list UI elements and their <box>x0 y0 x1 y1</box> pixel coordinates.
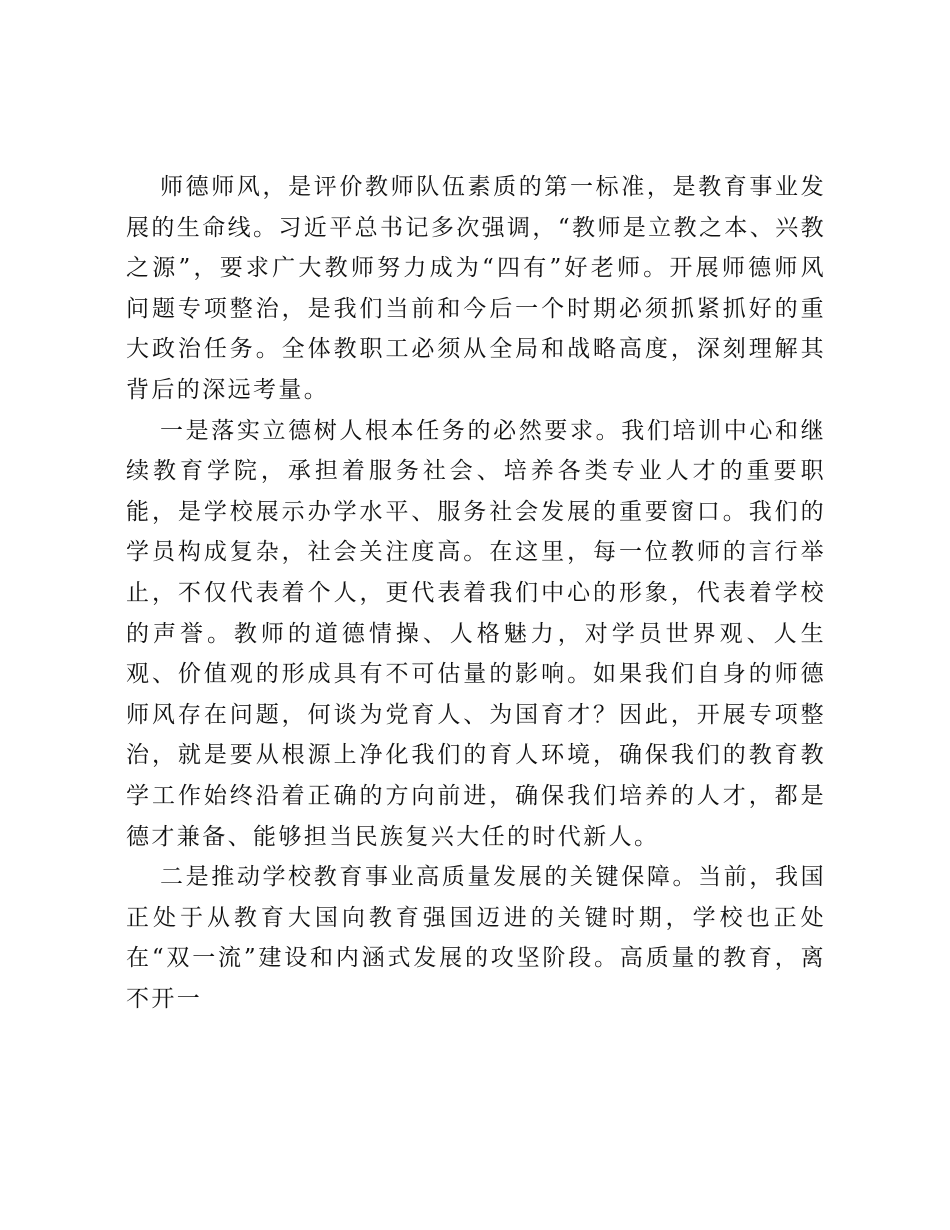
paragraph-point-one: 一是落实立德树人根本任务的必然要求。我们培训中心和继续教育学院，承担着服务社会、培养各类专业人才的重要职能，是学校展示办学水平、服务社会发展的重要窗口。我们的学员构成复杂，社会关注度高。在这里，每一位教师的言行举止，不仅代表着个人，更代表着我们中心的形象，代表着学校的声誉。教师的道德情操、人格魅力，对学员世界观、人生观、价值观的形成具有不可估量的影响。如果我们自身的师德师风存在问题，何谈为党育人、为国育才？因此，开展专项整治，就是要从根源上净化我们的育人环境，确保我们的教育教学工作始终沿着正确的方向前进，确保我们培养的人才，都是德才兼备、能够担当民族复兴大任的时代新人。 <box>126 417 826 850</box>
document-body <box>126 167 826 1019</box>
paragraph-intro: 师德师风，是评价教师队伍素质的第一标准，是教育事业发展的生命线。习近平总书记多次强调，“教师是立教之本、兴教之源”，要求广大教师努力成为“四有”好老师。开展师德师风问题专项整治，是我们当前和今后一个时期必须抓紧抓好的重大政治任务。全体教职工必须从全局和战略高度，深刻理解其背后的深远考量。 <box>126 174 826 403</box>
paragraph-point-two: 二是推动学校教育事业高质量发展的关键保障。当前，我国正处于从教育大国向教育强国迈进的关键时期，学校也正处在“双一流”建设和内涵式发展的攻坚阶段。高质量的教育，离不开一 <box>126 864 826 1012</box>
